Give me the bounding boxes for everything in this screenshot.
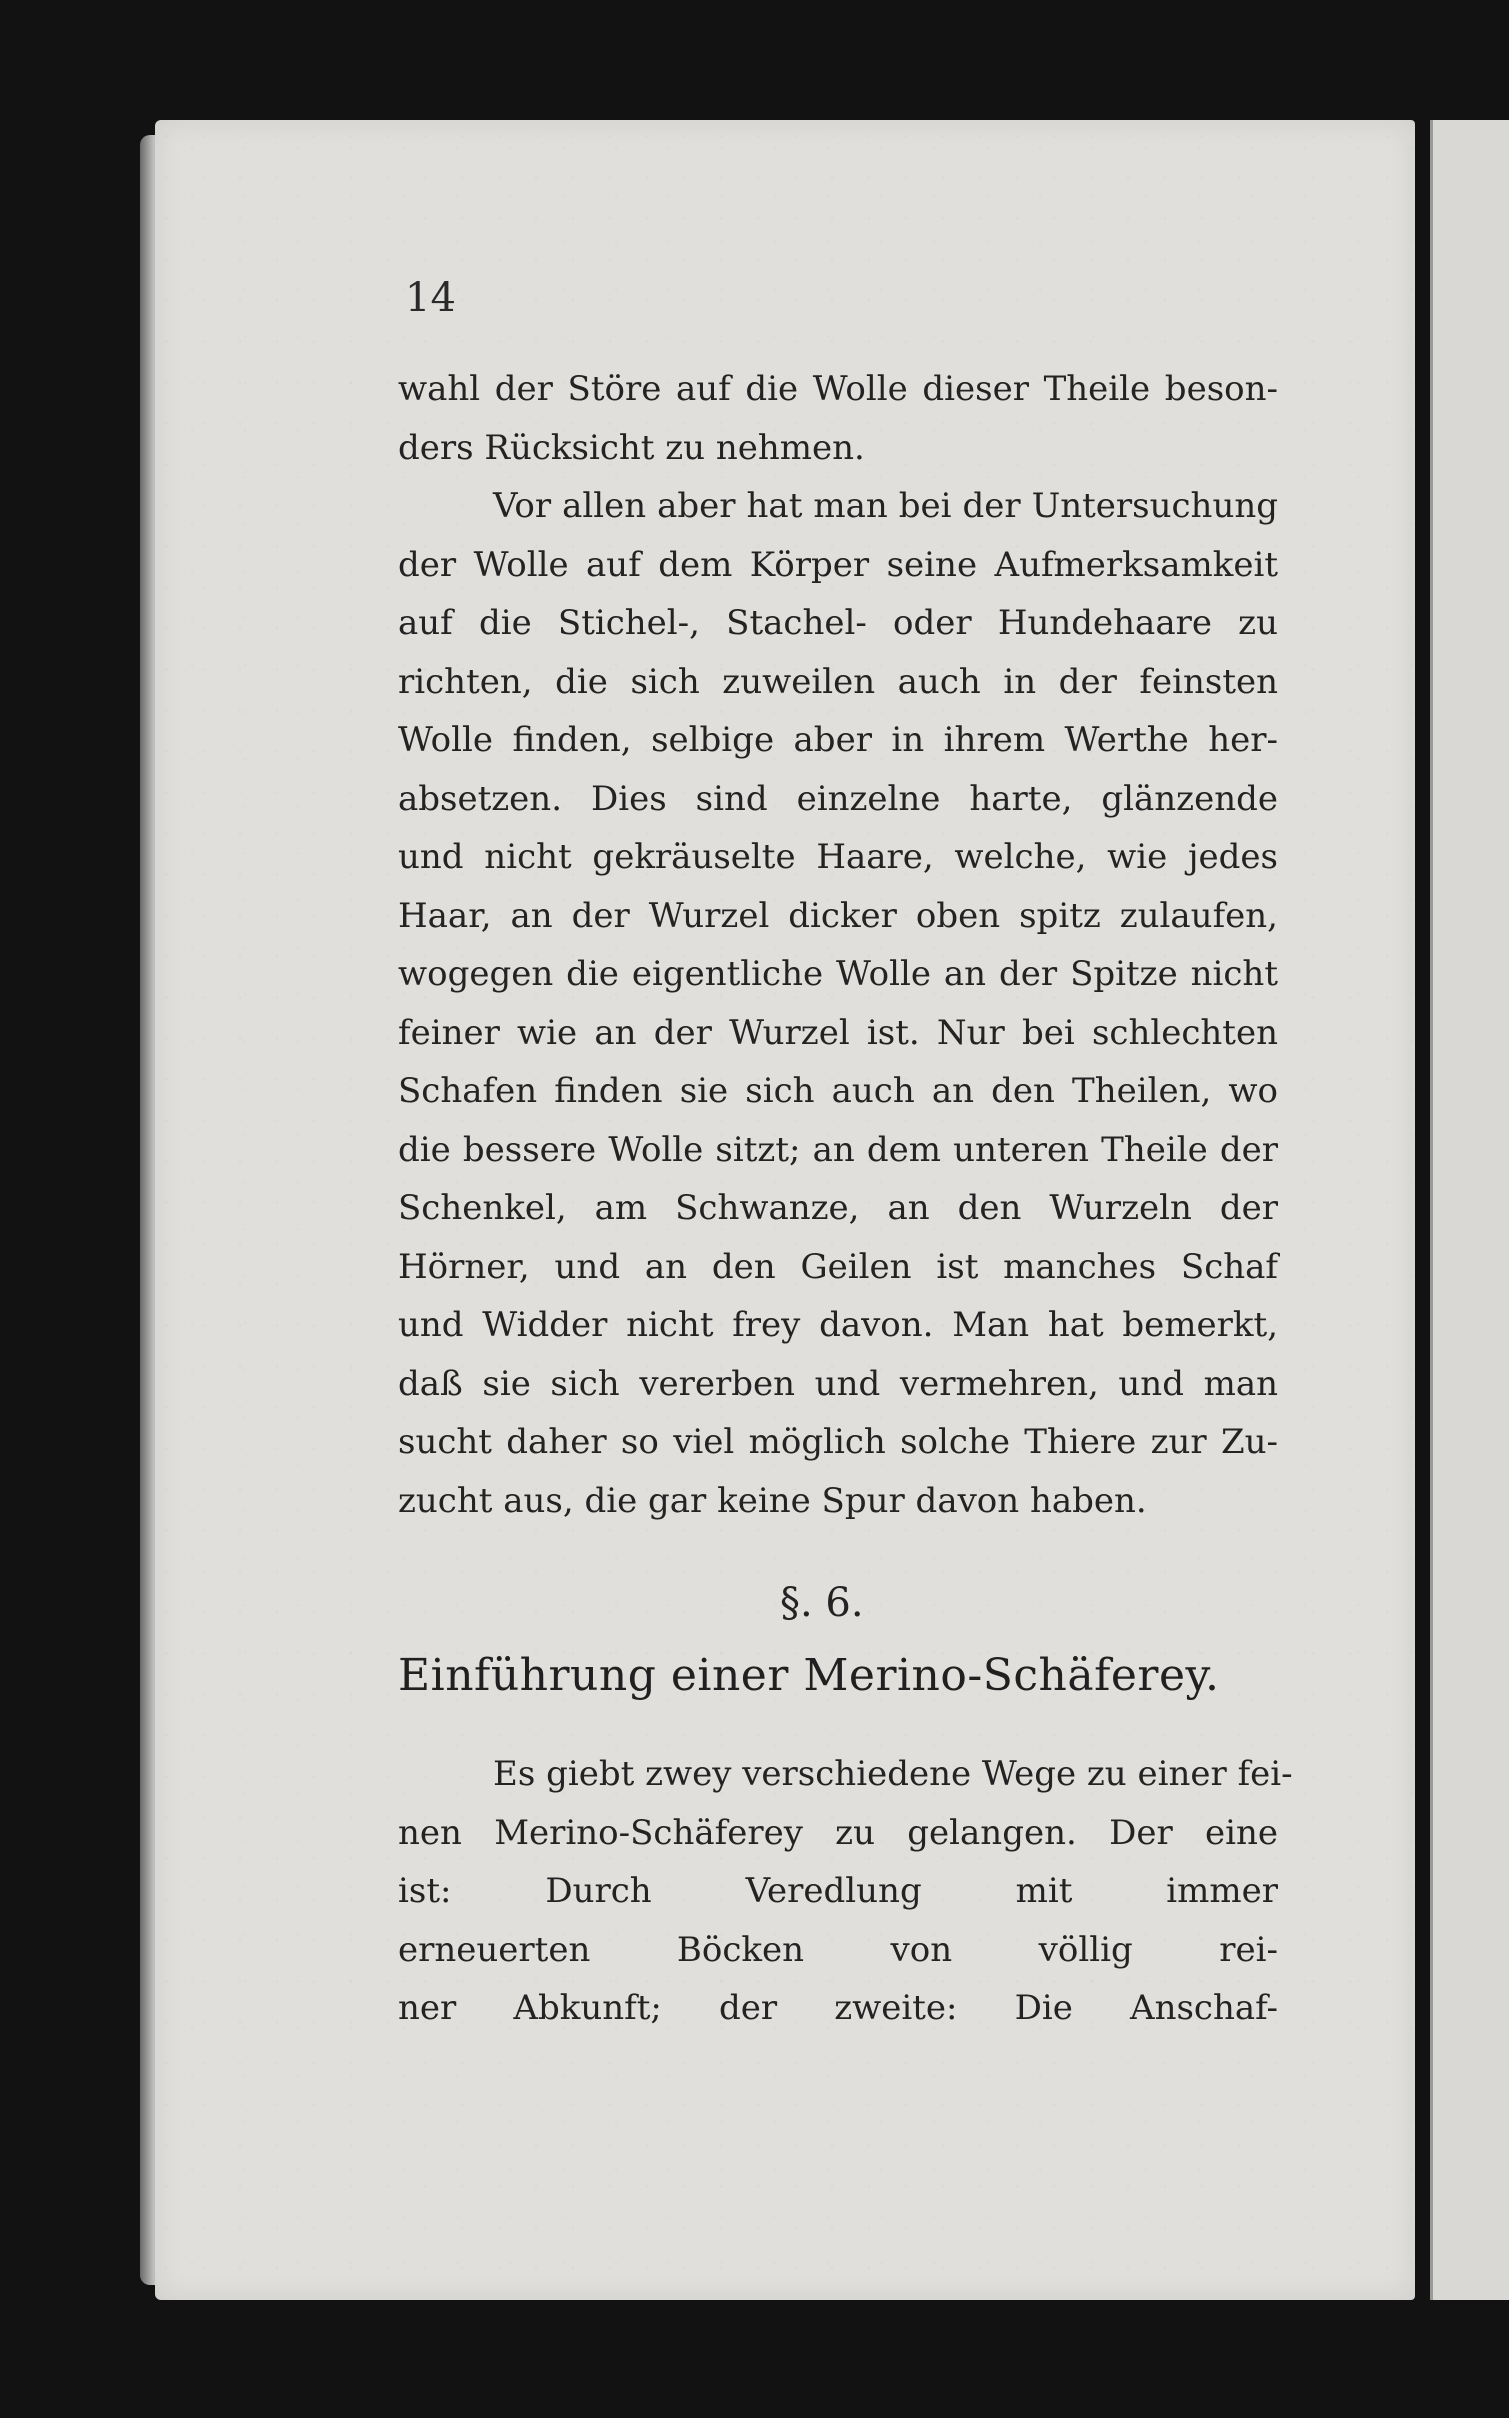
text-line: Vor allen aber hat man bei der Untersuchung [493,486,1278,526]
text-line: absetzen. Dies sind einzelne harte, glänzende [398,778,1278,819]
text-line: Hörner, und an den Geilen ist manches Schaf [398,1246,1278,1287]
text-line: der Wolle auf dem Körper seine Aufmerksamkeit [398,544,1278,585]
text-line: ner Abkunft; der zweite: Die Anschaf- [398,1988,1278,2028]
text-line: ders Rücksicht zu nehmen. [398,427,865,468]
section-title: Einführung einer Merino-Schäferey. [398,1650,1220,1701]
text-line: Es giebt zwey verschiedene Wege zu einer fei- [493,1754,1293,1794]
body-text-top [398,360,1278,1530]
text-line: ist: Durch Veredlung mit immer [398,1871,1278,1911]
facing-page-edge [1430,120,1509,2300]
body-text-bottom [398,1745,1293,2038]
text-line: wogegen die eigentliche Wolle an der Spitze nicht [398,954,1278,994]
text-line: und nicht gekräuselte Haare, welche, wie jedes [398,837,1278,877]
section-number: §. 6. [780,1580,864,1626]
text-line: wahl der Störe auf die Wolle dieser Theile beson- [398,369,1278,409]
text-line: daß sie sich vererben und vermehren, und man [398,1363,1278,1404]
text-line: zucht aus, die gar keine Spur davon haben. [398,1480,1147,1521]
text-line: nen Merino-Schäferey zu gelangen. Der eine [398,1812,1278,1853]
page-number: 14 [405,275,456,321]
text-line: sucht daher so viel möglich solche Thiere zur Zu- [398,1422,1278,1462]
text-line: erneuerten Böcken von völlig rei- [398,1929,1278,1970]
text-line: richten, die sich zuweilen auch in der feinsten [398,661,1278,702]
text-line: feiner wie an der Wurzel ist. Nur bei schlechten [398,1012,1278,1053]
text-line: Schafen finden sie sich auch an den Theilen, wo [398,1071,1278,1111]
text-line: und Widder nicht frey davon. Man hat bemerkt, [398,1305,1278,1345]
text-line: die bessere Wolle sitzt; an dem unteren Theile der [398,1129,1278,1170]
text-line: Schenkel, am Schwanze, an den Wurzeln der [398,1188,1278,1228]
text-line: Haar, an der Wurzel dicker oben spitz zulaufen, [398,895,1278,936]
text-line: Wolle finden, selbige aber in ihrem Werthe her- [398,720,1278,760]
text-line: auf die Stichel-, Stachel- oder Hundehaare zu [398,603,1278,643]
